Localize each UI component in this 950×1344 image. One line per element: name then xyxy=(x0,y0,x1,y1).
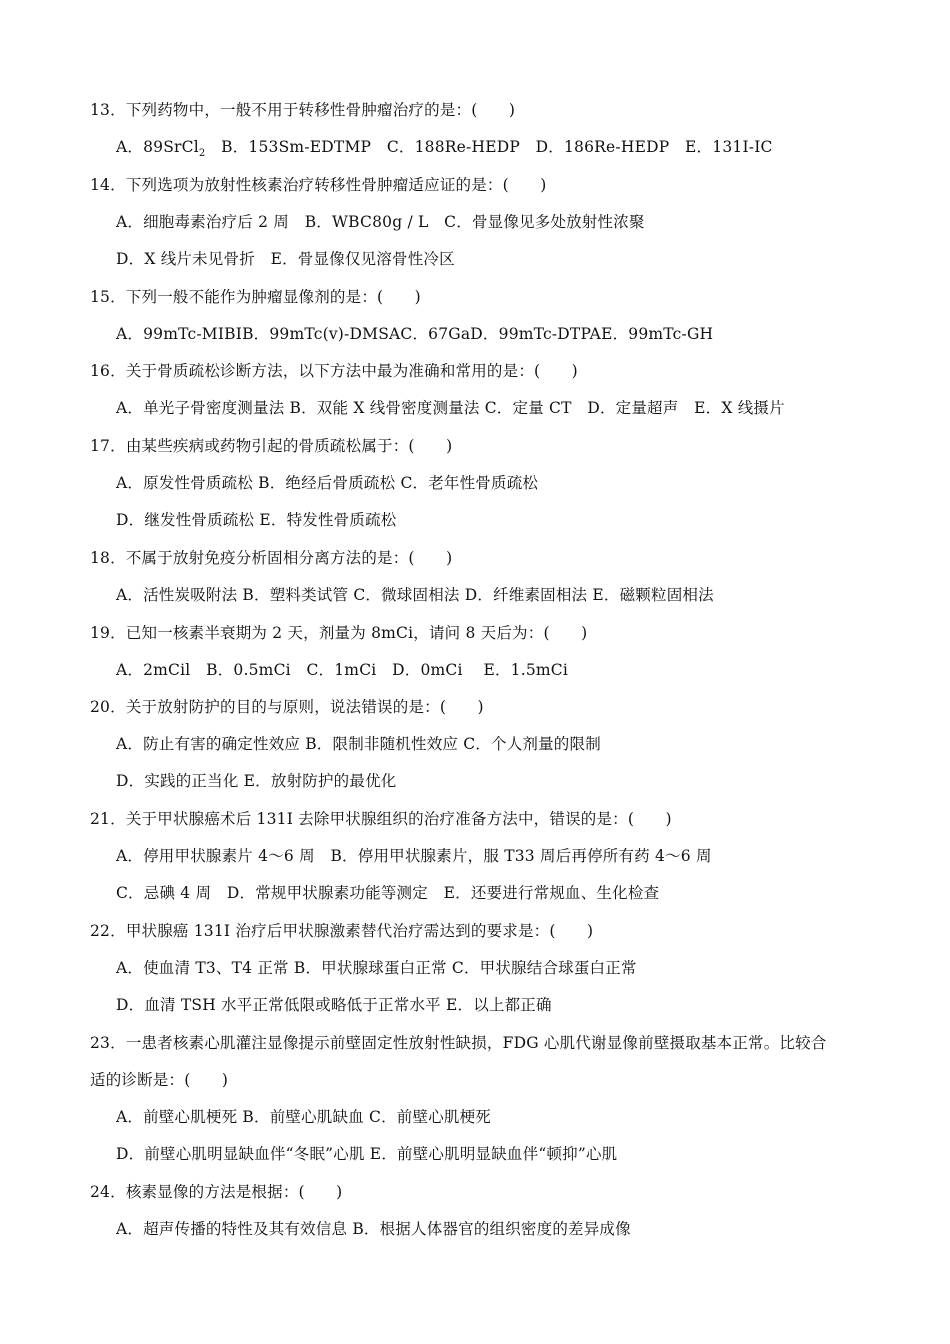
options-21-b: C．忌碘 4 周 D．常规甲状腺素功能等测定 E．还要进行常规血、生化检查 xyxy=(116,884,660,902)
subscript: 2 xyxy=(198,148,206,159)
options-14-a: A．细胞毒素治疗后 2 周 B．WBC80g / L C．骨显像见多处放射性浓聚 xyxy=(116,213,645,231)
question-20: 20．关于放射防护的目的与原则，说法错误的是：( ) xyxy=(90,698,484,716)
question-24: 24．核素显像的方法是根据：( ) xyxy=(90,1183,343,1201)
question-19: 19．已知一核素半衰期为 2 天，剂量为 8mCi，请问 8 天后为：( ) xyxy=(90,624,588,642)
options-19: A．2mCil B．0.5mCi C．1mCi D．0mCi E．1.5mCi xyxy=(116,661,569,679)
options-14-b: D．X 线片未见骨折 E．骨显像仅见溶骨性冷区 xyxy=(116,250,455,268)
question-15: 15．下列一般不能作为肿瘤显像剂的是：( ) xyxy=(90,288,421,306)
options-20-a: A．防止有害的确定性效应 B．限制非随机性效应 C．个人剂量的限制 xyxy=(116,735,601,753)
options-16: A．单光子骨密度测量法 B．双能 X 线骨密度测量法 C．定量 CT D．定量超声 E．X 线摄片 xyxy=(116,399,785,417)
question-18: 18．不属于放射免疫分析固相分离方法的是：( ) xyxy=(90,549,453,567)
options-23-b: D．前壁心肌明显缺血伴“冬眠”心肌 E．前壁心肌明显缺血伴“顿抑”心肌 xyxy=(116,1145,618,1163)
question-23-continued: 适的诊断是：( ) xyxy=(90,1071,229,1089)
options-21-a: A．停用甲状腺素片 4～6 周 B．停用甲状腺素片，服 T33 周后再停所有药 4～6 周 xyxy=(116,847,712,865)
question-22: 22．甲状腺癌 131I 治疗后甲状腺激素替代治疗需达到的要求是：( ) xyxy=(90,922,594,940)
question-14: 14．下列选项为放射性核素治疗转移性骨肿瘤适应证的是：( ) xyxy=(90,176,547,194)
options-23-a: A．前壁心肌梗死 B．前壁心肌缺血 C．前壁心肌梗死 xyxy=(116,1108,491,1126)
options-24: A．超声传播的特性及其有效信息 B．根据人体器官的组织密度的差异成像 xyxy=(116,1220,631,1238)
question-16: 16．关于骨质疏松诊断方法，以下方法中最为准确和常用的是：( ) xyxy=(90,362,578,380)
option-text: A．89SrCl xyxy=(116,138,199,156)
options-15: A．99mTc-MIBIB．99mTc(v)-DMSAC．67GaD．99mTc-DTPAE．99mTc-GH xyxy=(116,325,714,343)
option-text: B．153Sm-EDTMP C．188Re-HEDP D．186Re-HEDP E．131I-IC xyxy=(205,138,773,156)
options-20-b: D．实践的正当化 E．放射防护的最优化 xyxy=(116,772,397,790)
question-13: 13．下列药物中，一般不用于转移性骨肿瘤治疗的是：( ) xyxy=(90,101,516,119)
options-22-a: A．使血清 T3、T4 正常 B．甲状腺球蛋白正常 C．甲状腺结合球蛋白正常 xyxy=(116,959,637,977)
options-22-b: D．血清 TSH 水平正常低限或略低于正常水平 E．以上都正确 xyxy=(116,996,552,1014)
question-21: 21．关于甲状腺癌术后 131I 去除甲状腺组织的治疗准备方法中，错误的是：( ) xyxy=(90,810,672,828)
options-13 xyxy=(116,137,773,157)
question-17: 17．由某些疾病或药物引起的骨质疏松属于：( ) xyxy=(90,437,453,455)
options-17-b: D．继发性骨质疏松 E．特发性骨质疏松 xyxy=(116,511,397,529)
options-18: A．活性炭吸附法 B．塑料类试管 C．微球固相法 D．纤维素固相法 E．磁颗粒固相法 xyxy=(116,586,714,604)
options-17-a: A．原发性骨质疏松 B．绝经后骨质疏松 C．老年性骨质疏松 xyxy=(116,474,539,492)
question-23: 23．一患者核素心肌灌注显像提示前壁固定性放射性缺损，FDG 心肌代谢显像前壁摄取基本正常。比较合 xyxy=(90,1034,827,1052)
